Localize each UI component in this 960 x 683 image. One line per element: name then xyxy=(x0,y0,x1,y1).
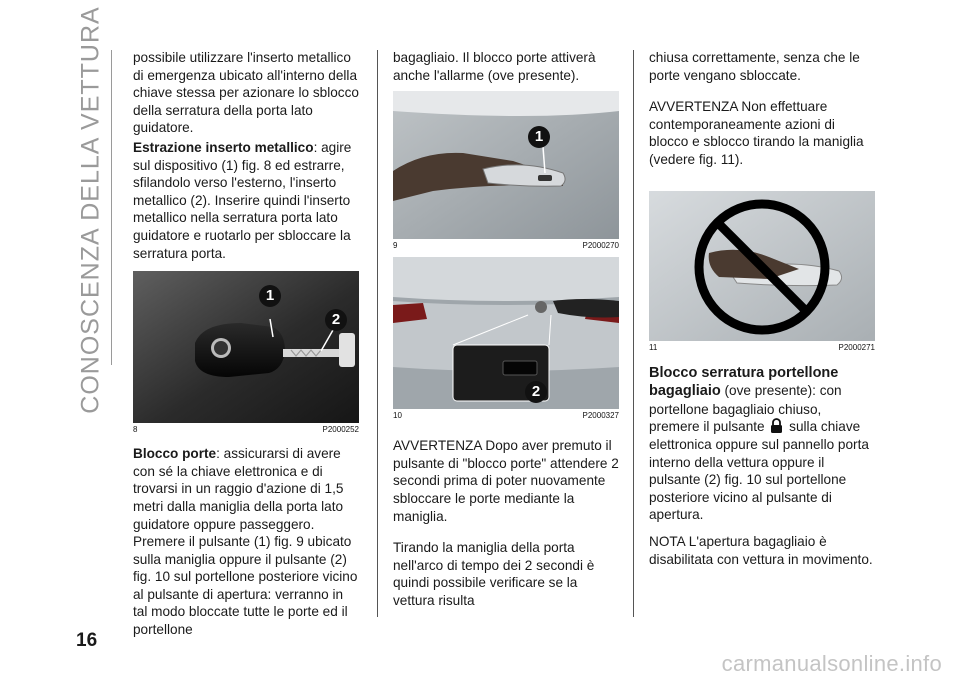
key-insert-photo xyxy=(133,271,359,423)
figure-caption xyxy=(649,343,875,353)
figure-caption xyxy=(133,425,359,435)
figure-caption xyxy=(393,241,619,251)
column-divider xyxy=(377,50,378,617)
paragraph: Blocco porte: assicurarsi di avere con sé la chiave elettronica e di trovarsi in un raggio d'azione di 1,5 metri dalla maniglia della porta lato guidatore oppure passeggero. Premere il pulsante (1) fig. 9 ubicato sulla maniglia oppure il pulsante (2) fig. 10 sul portellone posteriore vicino al pulsante di apertura: verranno in tal modo bloccate tutte le porte ed il portellone xyxy=(133,446,358,638)
bold-term: Estrazione inserto metallico xyxy=(133,139,314,155)
callout-badge: 2 xyxy=(325,309,347,331)
bold-term: bagagliaio xyxy=(649,383,721,400)
paragraph: possibile utilizzare l'inserto metallico di emergenza ubicato all'interno della chiave stessa per azionare lo sblocco della serratura della porta lato guidatore. xyxy=(133,50,359,136)
page-number: 16 xyxy=(76,630,98,651)
bold-term: Blocco porte xyxy=(133,446,217,462)
section-heading: Blocco serratura portellone xyxy=(649,364,839,381)
figure-number: 11 xyxy=(649,342,658,352)
paragraph: bagagliaio (ove presente): con portellone bagagliaio chiuso, premere il pulsante sulla chiave elettronica oppure sul pannello porta interno della vettura oppure il pulsante (2) fig. 10 sul portellone posteriore vicino al pulsante di apertura. xyxy=(649,383,869,523)
figure-code: P2000270 xyxy=(582,241,619,251)
paragraph: AVVERTENZA Non effettuare contemporaneamente azioni di blocco e sblocco tirando la maniglia (vedere fig. 11). xyxy=(649,99,864,167)
paragraph: bagagliaio. Il blocco porte attiverà anche l'allarme (ove presente). xyxy=(393,50,596,83)
callout-badge: 1 xyxy=(528,126,550,148)
figure-8 xyxy=(133,271,359,435)
paragraph: Tirando la maniglia della porta nell'arco di tempo dei 2 secondi è quindi possibile verificare se la vettura risulta xyxy=(393,540,595,608)
column-3 xyxy=(649,49,875,577)
paragraph: Estrazione inserto metallico: agire sul dispositivo (1) fig. 8 ed estrarre, sfilandolo verso l'esterno, l'inserto metallico (2). Inserire quindi l'inserto metallico nella serratura porta lato guidatore e ruotarlo per sbloccare la serratura porta. xyxy=(133,139,352,261)
lock-icon xyxy=(770,418,783,433)
callout-badge: 2 xyxy=(525,381,547,403)
figure-code: P2000327 xyxy=(582,411,619,421)
tailgate-photo xyxy=(393,257,619,409)
figure-number: 8 xyxy=(133,425,138,435)
paragraph: NOTA L'apertura bagagliaio è disabilitata con vettura in movimento. xyxy=(649,533,873,567)
figure-number: 9 xyxy=(393,241,398,251)
figure-code: P2000271 xyxy=(838,342,875,352)
watermark: carmanualsonline.info xyxy=(721,651,942,676)
callout-badge: 1 xyxy=(259,285,281,307)
no-lock-unlock-photo xyxy=(649,191,875,341)
section-title: CONOSCENZA DELLA VETTURA xyxy=(76,6,105,414)
figure-11 xyxy=(649,191,875,353)
figure-9 xyxy=(393,91,619,251)
figure-caption xyxy=(393,411,619,421)
column-divider xyxy=(633,50,634,617)
figure-10 xyxy=(393,257,619,421)
section-divider xyxy=(111,50,112,365)
column-1 xyxy=(133,49,359,648)
column-2 xyxy=(393,49,619,619)
figure-number: 10 xyxy=(393,411,402,421)
paragraph: AVVERTENZA Dopo aver premuto il pulsante di "blocco porte" attendere 2 secondi prima di poter nuovamente sbloccare le porte mediante la maniglia. xyxy=(393,438,619,524)
door-handle-photo xyxy=(393,91,619,239)
figure-code: P2000252 xyxy=(322,425,359,435)
paragraph: chiusa correttamente, senza che le porte vengano sbloccate. xyxy=(649,50,860,83)
